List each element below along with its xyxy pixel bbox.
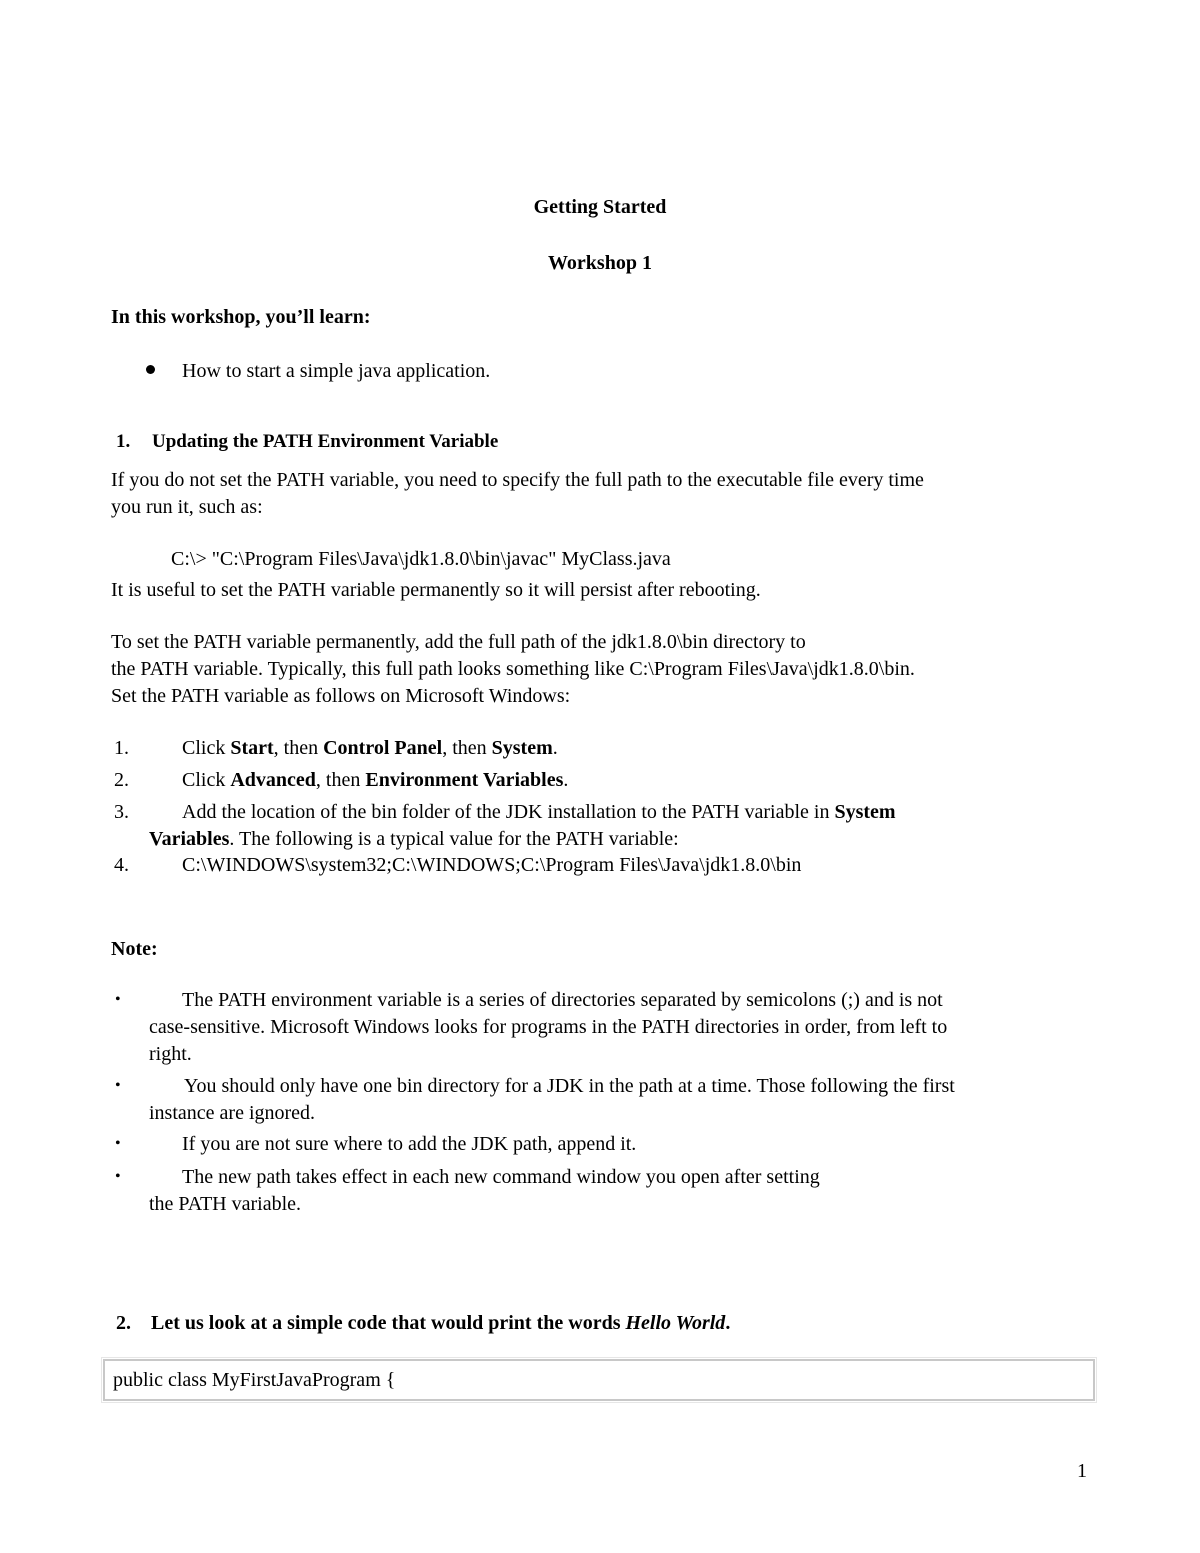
step-1: Click Start, then Control Panel, then System. [182,737,558,759]
code-block [103,1359,1095,1401]
step-2: Click Advanced, then Environment Variables. [182,769,569,791]
bullet-icon: • [115,1168,121,1185]
paragraph-line: you run it, such as: [111,496,263,518]
note-line: If you are not sure where to add the JDK path, append it. [182,1133,637,1155]
step-3-line-2: Variables. The following is a typical value for the PATH variable: [149,828,679,850]
page-title: Getting Started [533,196,667,218]
bullet-icon: • [115,991,121,1008]
paragraph-line: To set the PATH variable permanently, add the full path of the jdk1.8.0\bin directory to [111,631,806,653]
note-line: You should only have one bin directory for a JDK in the path at a time. Those following the first [184,1075,955,1097]
command-example: C:\> "C:\Program Files\Java\jdk1.8.0\bin\javac" MyClass.java [171,548,671,570]
paragraph-line: If you do not set the PATH variable, you need to specify the full path to the executable file every time [111,469,924,491]
paragraph-line: Set the PATH variable as follows on Microsoft Windows: [111,685,571,707]
note-line: The PATH environment variable is a series of directories separated by semicolons (;) and is not [182,989,943,1011]
step-4: C:\WINDOWS\system32;C:\WINDOWS;C:\Program Files\Java\jdk1.8.0\bin [182,854,802,876]
step-3-line-1: Add the location of the bin folder of the JDK installation to the PATH variable in System [182,801,896,823]
page-number: 1 [1077,1460,1087,1482]
note-heading: Note: [111,938,158,960]
section-1-heading: Updating the PATH Environment Variable [152,431,499,452]
learn-item: How to start a simple java application. [182,360,491,382]
note-line: The new path takes effect in each new command window you open after setting [182,1166,820,1188]
step-number: 1. [114,737,129,759]
learn-heading: In this workshop, you’ll learn: [111,306,371,328]
page-subtitle: Workshop 1 [548,252,652,274]
step-number: 4. [114,854,129,876]
step-number: 2. [114,769,129,791]
bullet-icon: • [115,1077,121,1094]
step-number: 3. [114,801,129,823]
note-line: case-sensitive. Microsoft Windows looks for programs in the PATH directories in order, from left to [149,1016,948,1038]
note-line: right. [149,1043,192,1065]
code-line: public class MyFirstJavaProgram { [113,1369,396,1391]
section-2-heading: Let us look at a simple code that would print the words Hello World. [151,1312,731,1334]
note-line: instance are ignored. [149,1102,316,1124]
bullet-icon [146,365,155,374]
paragraph-line: the PATH variable. Typically, this full path looks something like C:\Program Files\Java\jdk1.8.0\bin. [111,658,915,680]
bullet-icon: • [115,1135,121,1152]
section-2-number: 2. [116,1312,131,1334]
paragraph-line: It is useful to set the PATH variable permanently so it will persist after rebooting. [111,579,761,601]
note-line: the PATH variable. [149,1193,302,1215]
section-1-number: 1. [116,431,131,452]
